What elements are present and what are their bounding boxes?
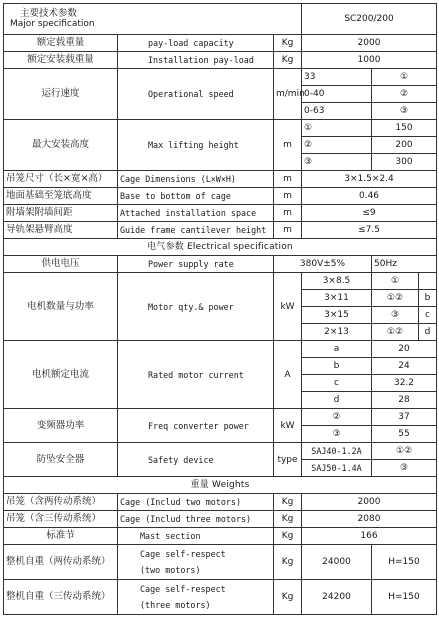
unit: Kg bbox=[274, 511, 302, 528]
title-cn: 主要技术参数 bbox=[20, 8, 78, 19]
config-mark: ③ bbox=[302, 154, 372, 171]
label-en: Safety device bbox=[118, 443, 274, 477]
value: 20 bbox=[372, 341, 437, 358]
row-install-payload bbox=[4, 52, 437, 69]
code: d bbox=[419, 324, 437, 341]
label-cn: 导轨架悬臂高度 bbox=[4, 222, 118, 239]
label-cn: 附墙架附墙间距 bbox=[4, 205, 118, 222]
label-cn: 供电电压 bbox=[4, 256, 118, 273]
unit: m bbox=[274, 171, 302, 188]
table-title bbox=[4, 4, 302, 35]
label-en: Cage (Includ two motors) bbox=[118, 494, 274, 511]
value: 32.2 bbox=[372, 375, 437, 392]
row-mast bbox=[4, 528, 437, 545]
label-cn: 运行速度 bbox=[4, 69, 118, 120]
value: ≤9 bbox=[302, 205, 437, 222]
config-mark: ② bbox=[372, 86, 437, 103]
label-en bbox=[118, 545, 274, 580]
value: 1000 bbox=[302, 52, 437, 69]
label-cn: 吊笼尺寸（长×宽×高） bbox=[4, 171, 118, 188]
value: 150 bbox=[372, 120, 437, 137]
value: 3×15 bbox=[302, 307, 372, 324]
config-mark: ③ bbox=[372, 460, 437, 477]
label-cn: 地面基础至笼底高度 bbox=[4, 188, 118, 205]
unit: Kg bbox=[274, 545, 302, 580]
code: b bbox=[419, 290, 437, 307]
config-mark: ③ bbox=[302, 426, 372, 443]
label-cn: 标准节 bbox=[4, 528, 118, 545]
model: SAJ40-1.2A bbox=[302, 443, 372, 460]
title-en: Major specification bbox=[10, 19, 95, 29]
label-en-line1: Cage self-respect bbox=[140, 584, 226, 594]
row-motor bbox=[4, 273, 437, 290]
label-cn: 防坠安全器 bbox=[4, 443, 118, 477]
config-mark: ①② bbox=[372, 324, 419, 341]
model-name: SC200/200 bbox=[302, 4, 437, 35]
row-self3 bbox=[4, 580, 437, 615]
value: 37 bbox=[372, 409, 437, 426]
value: 2×13 bbox=[302, 324, 372, 341]
unit: Kg bbox=[274, 52, 302, 69]
label-cn: 电机数量与功率 bbox=[4, 273, 118, 341]
row-attach-space bbox=[4, 205, 437, 222]
unit: m/min bbox=[274, 69, 302, 120]
config-mark: ③ bbox=[372, 103, 437, 120]
row-speed bbox=[4, 69, 437, 86]
row-converter bbox=[4, 409, 437, 426]
label-en-line2: (two motors) bbox=[140, 565, 201, 575]
label-en: Motor qty.& power bbox=[118, 273, 274, 341]
label-en-line2: (three motors) bbox=[140, 600, 211, 610]
row-cage-dim bbox=[4, 171, 437, 188]
code: c bbox=[302, 375, 372, 392]
label-en: Cage Dimensions (L×W×H) bbox=[118, 171, 274, 188]
unit: Kg bbox=[274, 494, 302, 511]
config-mark: ①② bbox=[372, 290, 419, 307]
row-self2 bbox=[4, 545, 437, 580]
header-row bbox=[4, 4, 437, 35]
config-mark: ② bbox=[302, 409, 372, 426]
label-cn: 电机额定电流 bbox=[4, 341, 118, 409]
label-cn: 整机自重（两传动系统） bbox=[4, 545, 118, 580]
height-note: H=150 bbox=[372, 580, 437, 615]
code: b bbox=[302, 358, 372, 375]
unit: kW bbox=[274, 409, 302, 443]
value: 28 bbox=[372, 392, 437, 409]
value: 3×1.5×2.4 bbox=[302, 171, 437, 188]
height-note: H=150 bbox=[372, 545, 437, 580]
value: 24 bbox=[372, 358, 437, 375]
label-cn: 变频器功率 bbox=[4, 409, 118, 443]
unit: A bbox=[274, 341, 302, 409]
row-payload bbox=[4, 35, 437, 52]
value: 24000 bbox=[302, 545, 372, 580]
value: 300 bbox=[372, 154, 437, 171]
label-cn: 吊笼（含两传动系统） bbox=[4, 494, 118, 511]
row-power-supply bbox=[4, 256, 437, 273]
label-en-line1: Cage self-respect bbox=[140, 549, 226, 559]
value: 33 bbox=[302, 69, 372, 86]
label-en: Attached installation space bbox=[118, 205, 274, 222]
voltage: 380V±5% bbox=[274, 256, 372, 273]
label-en: Cage (Includ three motors) bbox=[118, 511, 274, 528]
label-en: Base to bottom of cage bbox=[118, 188, 274, 205]
section-electrical bbox=[4, 239, 437, 256]
unit: kW bbox=[274, 273, 302, 341]
row-safety bbox=[4, 443, 437, 460]
config-mark: ① bbox=[372, 69, 437, 86]
section-weights bbox=[4, 477, 437, 494]
value: 3×8.5 bbox=[302, 273, 372, 290]
row-base-height bbox=[4, 188, 437, 205]
config-mark: ① bbox=[372, 273, 419, 290]
unit: m bbox=[274, 188, 302, 205]
unit: Kg bbox=[274, 35, 302, 52]
model: SAJ50-1.4A bbox=[302, 460, 372, 477]
config-mark: ③ bbox=[372, 307, 419, 324]
value: 166 bbox=[302, 528, 437, 545]
label-en: Rated motor current bbox=[118, 341, 274, 409]
unit: Kg bbox=[274, 580, 302, 615]
value: ≤7.5 bbox=[302, 222, 437, 239]
label-en: Mast section bbox=[118, 528, 274, 545]
unit: Kg bbox=[274, 528, 302, 545]
unit: m bbox=[274, 205, 302, 222]
label-en: Guide frame cantilever height bbox=[118, 222, 274, 239]
config-mark: ② bbox=[302, 137, 372, 154]
value: 2080 bbox=[302, 511, 437, 528]
unit: m bbox=[274, 222, 302, 239]
value: 55 bbox=[372, 426, 437, 443]
label-cn: 整机自重（三传动系统） bbox=[4, 580, 118, 615]
label-en bbox=[118, 580, 274, 615]
value: 3×11 bbox=[302, 290, 372, 307]
frequency: 50Hz bbox=[372, 256, 437, 273]
value: 2000 bbox=[302, 35, 437, 52]
row-cage2 bbox=[4, 494, 437, 511]
code: c bbox=[419, 307, 437, 324]
config-mark: ① bbox=[302, 120, 372, 137]
label-cn: 额定载重量 bbox=[4, 35, 118, 52]
section-title: 重量 Weights bbox=[4, 477, 437, 494]
unit: type bbox=[274, 443, 302, 477]
unit: m bbox=[274, 120, 302, 171]
value: 0-40 bbox=[302, 86, 372, 103]
label-cn: 吊笼（含三传动系统） bbox=[4, 511, 118, 528]
code bbox=[419, 273, 437, 290]
label-en: Max lifting height bbox=[118, 120, 274, 171]
value: 2000 bbox=[302, 494, 437, 511]
config-mark: ①② bbox=[372, 443, 437, 460]
value: 24200 bbox=[302, 580, 372, 615]
row-cantilever bbox=[4, 222, 437, 239]
label-cn: 额定安装载重量 bbox=[4, 52, 118, 69]
code: d bbox=[302, 392, 372, 409]
code: a bbox=[302, 341, 372, 358]
label-en: pay-load capacity bbox=[118, 35, 274, 52]
value: 0.46 bbox=[302, 188, 437, 205]
label-en: Power supply rate bbox=[118, 256, 274, 273]
row-lift-height bbox=[4, 120, 437, 137]
value: 200 bbox=[372, 137, 437, 154]
spec-table bbox=[3, 3, 437, 615]
row-current bbox=[4, 341, 437, 358]
label-en: Operational speed bbox=[118, 69, 274, 120]
value: 0-63 bbox=[302, 103, 372, 120]
label-en: Freq converter power bbox=[118, 409, 274, 443]
label-en: Installation pay-load bbox=[118, 52, 274, 69]
row-cage3 bbox=[4, 511, 437, 528]
label-cn: 最大安装高度 bbox=[4, 120, 118, 171]
section-title: 电气参数 Electrical specification bbox=[4, 239, 437, 256]
